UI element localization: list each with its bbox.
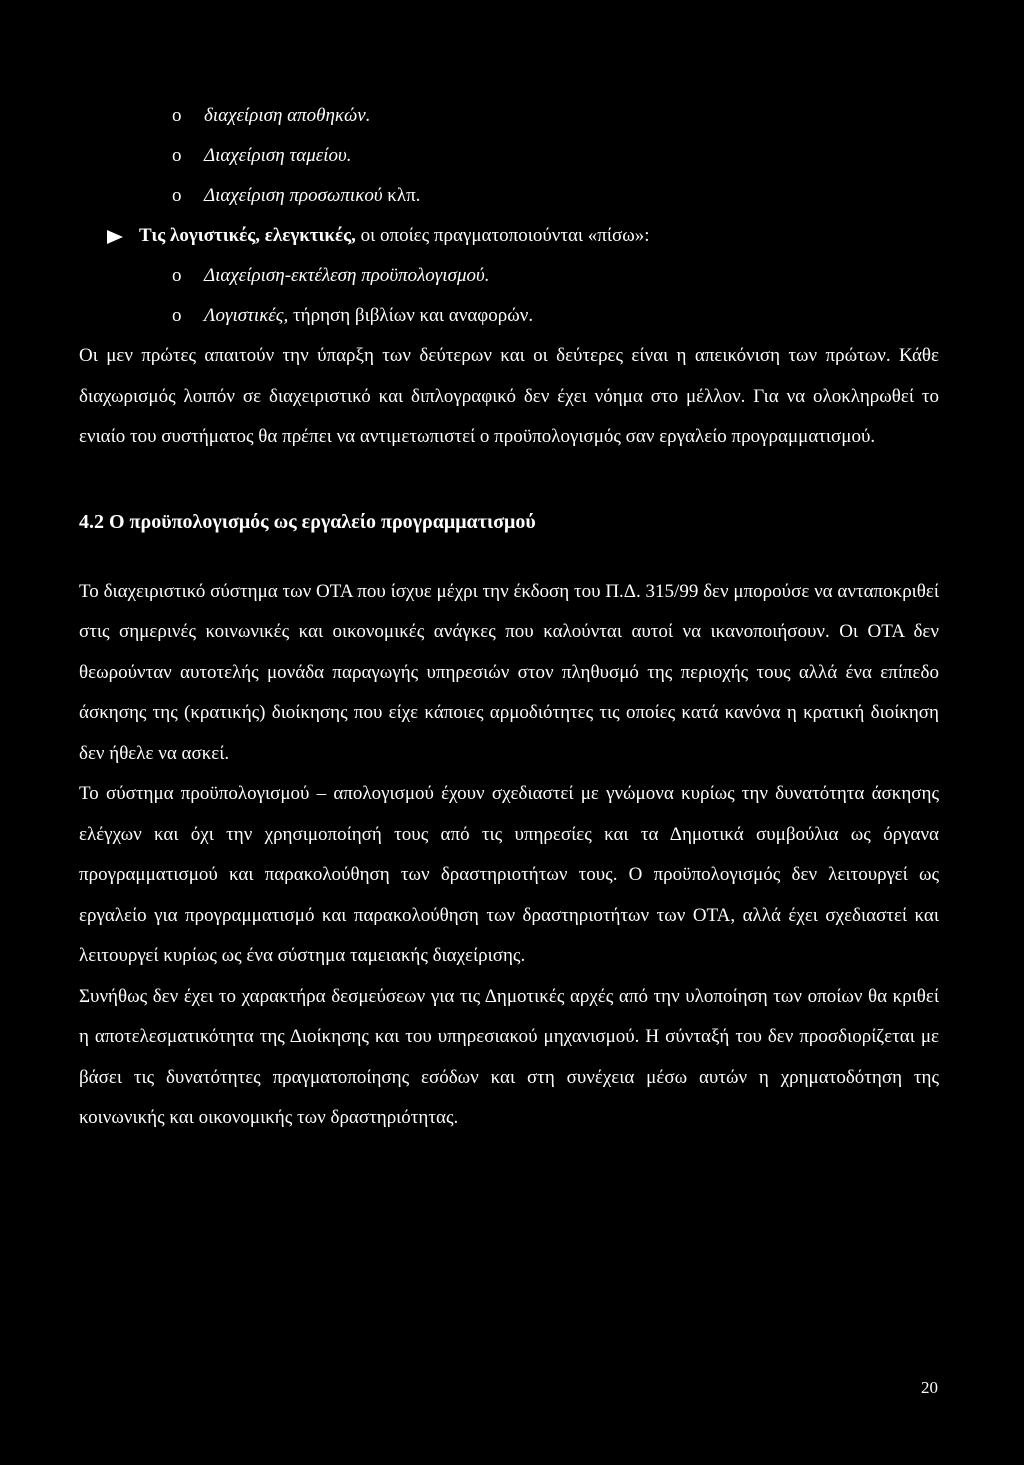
- paragraph-body-1: Το διαχειριστικό σύστημα των ΟΤΑ που ίσχυε μέχρι την έκδοση του Π.Δ. 315/99 δεν μπορούσε να ανταποκριθεί στις σημερινές κοινωνικές και οικονομικές ανάγκες που καλούνται αυτοί να ικανοποιήσουν. Οι ΟΤΑ δεν θεωρούνταν αυτοτελής μονάδα παραγωγής υπηρεσιών στον πληθυσμό της περιοχής τους αλλά ένα επίπεδο άσκησης της (κρατικής) διοίκησης που είχε κάποιες αρμοδιότητες τις οποίες κατά κανόνα η κρατική διοίκηση δεν ήθελε να ασκεί.: [79, 580, 939, 764]
- list-item: [79, 136, 939, 176]
- sublist-top: [79, 96, 939, 216]
- paragraph-body-2: Το σύστημα προϋπολογισμού – απολογισμού έχουν σχεδιαστεί με γνώμονα κυρίως την δυνατότητα άσκησης ελέγχων και όχι την χρησιμοποίησή τους από τις υπηρεσίες και τα Δημοτικά συμβούλια ως όργανα προγραμματισμού και παρακολούθηση των δραστηριοτήτων τους. Ο προϋπολογισμός δεν λειτουργεί ως εργαλείο για προγραμματισμό και παρακολούθηση των δραστηριοτήτων των ΟΤΑ, αλλά έχει σχεδιαστεί και λειτουργεί κυρίως ως ένα σύστημα ταμειακής διαχείρισης.: [79, 783, 939, 966]
- arrow-item-text: [139, 216, 650, 256]
- sublist-bottom: [79, 256, 939, 336]
- bullet-circle-icon: o: [172, 145, 182, 166]
- list-item-text: διαχείριση αποθηκών.: [204, 105, 371, 126]
- arrow-item-bold: Τις λογιστικές, ελεγκτικές,: [139, 225, 356, 246]
- list-item: [79, 256, 939, 296]
- list-item-text: [204, 176, 420, 216]
- arrow-right-icon: [107, 217, 139, 257]
- list-item-suffix: κλπ.: [382, 185, 421, 206]
- list-item-text-italic: Λογιστικές,: [204, 305, 289, 326]
- list-item-text: [204, 296, 533, 336]
- page-number: 20: [921, 1378, 938, 1397]
- list-item: [79, 296, 939, 336]
- document-page: [79, 96, 939, 1139]
- arrow-item-rest: οι οποίες πραγματοποιούνται «πίσω»:: [355, 225, 650, 246]
- list-item-text: Διαχείριση-εκτέλεση προϋπολογισμού.: [204, 265, 490, 286]
- list-item-text-italic: Διαχείριση προσωπικού: [204, 185, 383, 206]
- paragraph-intro: Οι μεν πρώτες απαιτούν την ύπαρξη των δεύτερων και οι δεύτερες είναι η απεικόνιση των πρώτων. Κάθε διαχωρισμός λοιπόν σε διαχειριστικό και διπλογραφικό δεν έχει νόημα στο μέλλον. Για να ολοκληρωθεί το ενιαίο του συστήματος θα πρέπει να αντιμετωπιστεί ο προϋπολογισμός σαν εργαλείο προγραμματισμού.: [79, 345, 939, 447]
- bullet-circle-icon: o: [172, 305, 182, 326]
- bullet-circle-icon: o: [172, 265, 182, 286]
- bullet-circle-icon: o: [172, 105, 182, 126]
- section-heading: 4.2 Ο προϋπολογισμός ως εργαλείο προγραμματισμού: [79, 510, 536, 533]
- arrow-list-item: [79, 216, 939, 256]
- list-item: [79, 176, 939, 216]
- list-item: [79, 96, 939, 136]
- paragraph-body-3: Συνήθως δεν έχει το χαρακτήρα δεσμεύσεων για τις Δημοτικές αρχές από την υλοποίηση των οποίων θα κριθεί η αποτελεσματικότητα της Διοίκησης και του υπηρεσιακού μηχανισμού. Η σύνταξή του δεν προσδιορίζεται με βάσει τις δυνατότητες πραγματοποίησης εσόδων και στη συνέχεια μέσω αυτών η χρηματοδότηση της κοινωνικής και οικονομικής των δραστηριότητας.: [79, 985, 939, 1128]
- list-item-suffix: τήρηση βιβλίων και αναφορών.: [288, 305, 534, 326]
- bullet-circle-icon: o: [172, 185, 182, 206]
- list-item-text: Διαχείριση ταμείου.: [204, 145, 352, 166]
